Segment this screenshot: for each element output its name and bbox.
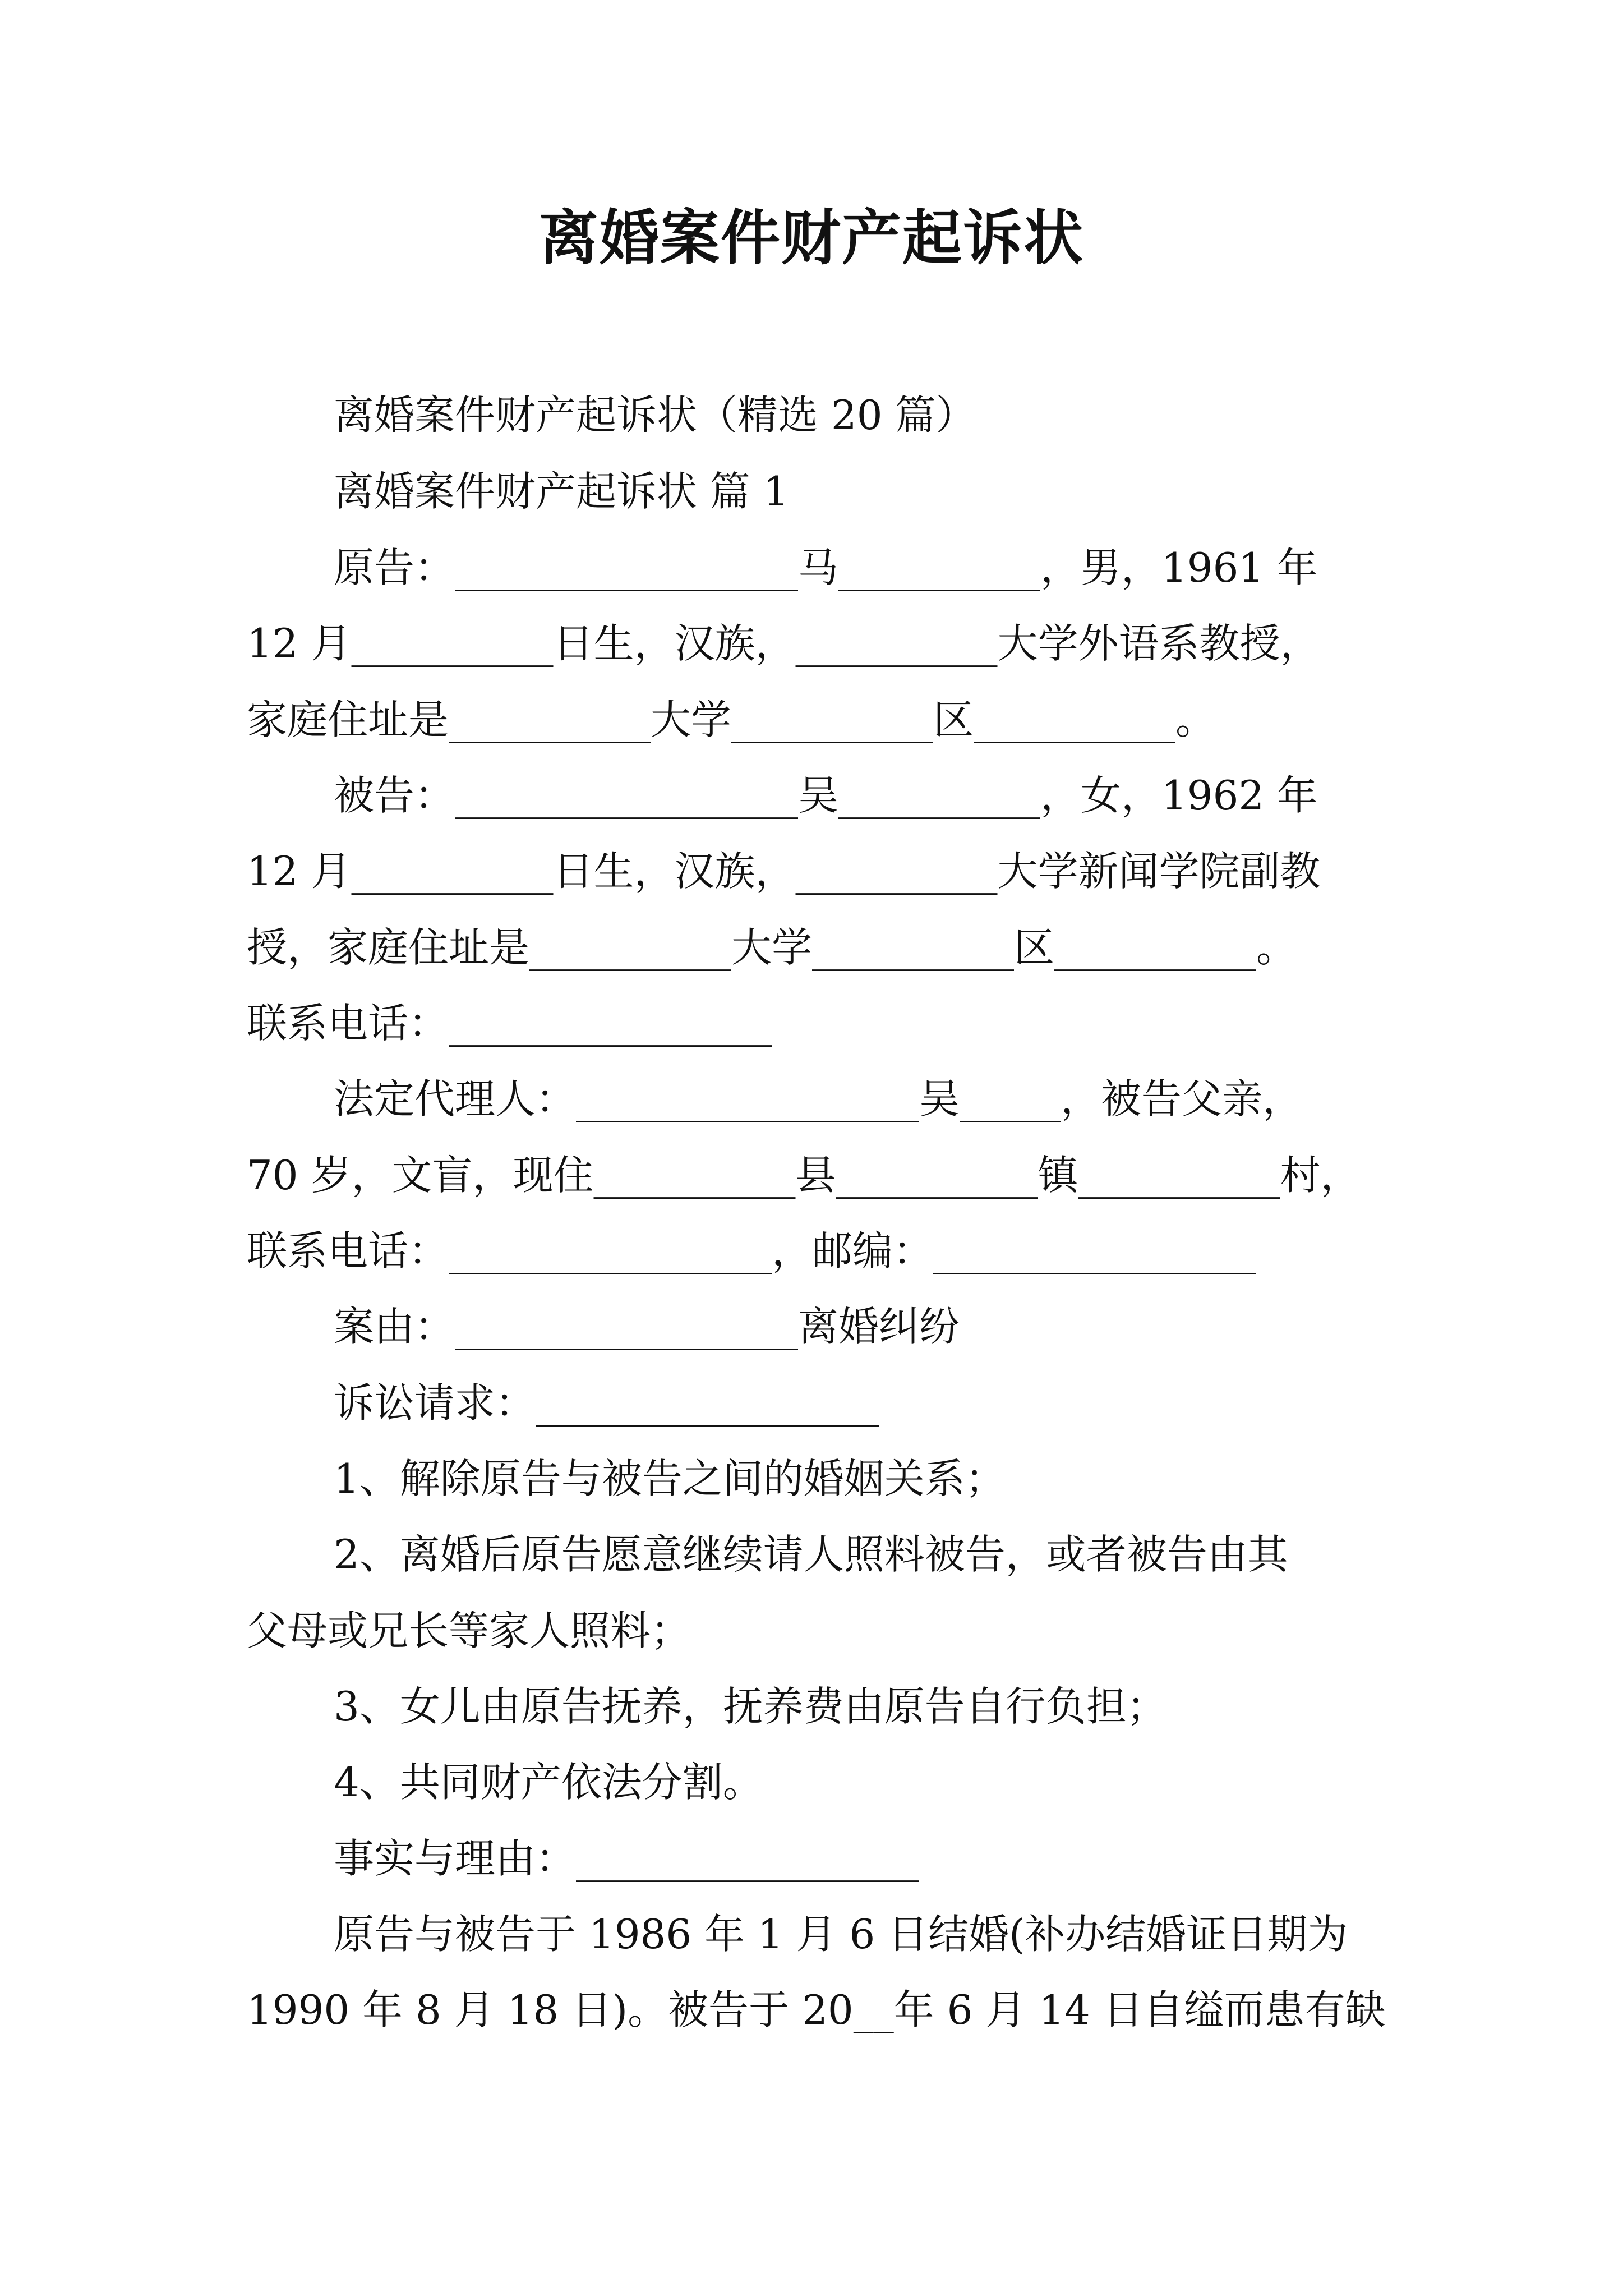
section-heading: 离婚案件财产起诉状 篇 1 bbox=[334, 468, 789, 515]
facts-line-2: 1990 年 8 月 18 日)。被告于 20__年 6 月 14 日自缢而患有缺 bbox=[247, 1986, 1386, 2033]
claim-item-1: 1、解除原告与被告之间的婚姻关系； bbox=[334, 1455, 1006, 1502]
plaintiff-line-2: 12 月__________日生，汉族，__________大学外语系教授， bbox=[247, 620, 1321, 667]
facts-heading: 事实与理由：_________________ bbox=[334, 1835, 920, 1882]
agent-line-2: 70 岁，文盲，现住__________县__________镇__________村， bbox=[247, 1152, 1361, 1199]
claim-item-2-cont: 父母或兄长等家人照料； bbox=[247, 1607, 691, 1654]
defendant-line-3: 授，家庭住址是__________大学__________区__________。 bbox=[247, 924, 1297, 971]
defendant-phone-line: 联系电话：________________ bbox=[247, 1000, 772, 1047]
claim-item-3: 3、女儿由原告抚养，抚养费由原告自行负担； bbox=[334, 1683, 1167, 1730]
case-cause-line: 案由：_________________离婚纠纷 bbox=[334, 1303, 960, 1350]
document-title: 离婚案件财产起诉状 bbox=[539, 204, 1084, 273]
defendant-line-1: 被告：_________________吴__________，女，1962 年 bbox=[334, 772, 1318, 819]
claims-heading: 诉讼请求：_________________ bbox=[334, 1379, 879, 1427]
plaintiff-line-3: 家庭住址是__________大学__________区__________。 bbox=[247, 696, 1216, 743]
plaintiff-line-1: 原告：_________________马__________，男，1961 年 bbox=[334, 544, 1318, 591]
agent-line-3: 联系电话：________________，邮编：________________ bbox=[247, 1227, 1257, 1274]
agent-line-1: 法定代理人：_________________吴_____，被告父亲， bbox=[334, 1075, 1303, 1122]
claim-item-4: 4、共同财产依法分割。 bbox=[334, 1759, 763, 1806]
defendant-line-2: 12 月__________日生，汉族，__________大学新闻学院副教 bbox=[247, 848, 1321, 895]
subtitle-line: 离婚案件财产起诉状（精选 20 篇） bbox=[334, 392, 976, 439]
facts-line-1: 原告与被告于 1986 年 1 月 6 日结婚(补办结婚证日期为 bbox=[334, 1911, 1348, 1958]
claim-item-2: 2、离婚后原告愿意继续请人照料被告，或者被告由其 bbox=[334, 1531, 1288, 1578]
